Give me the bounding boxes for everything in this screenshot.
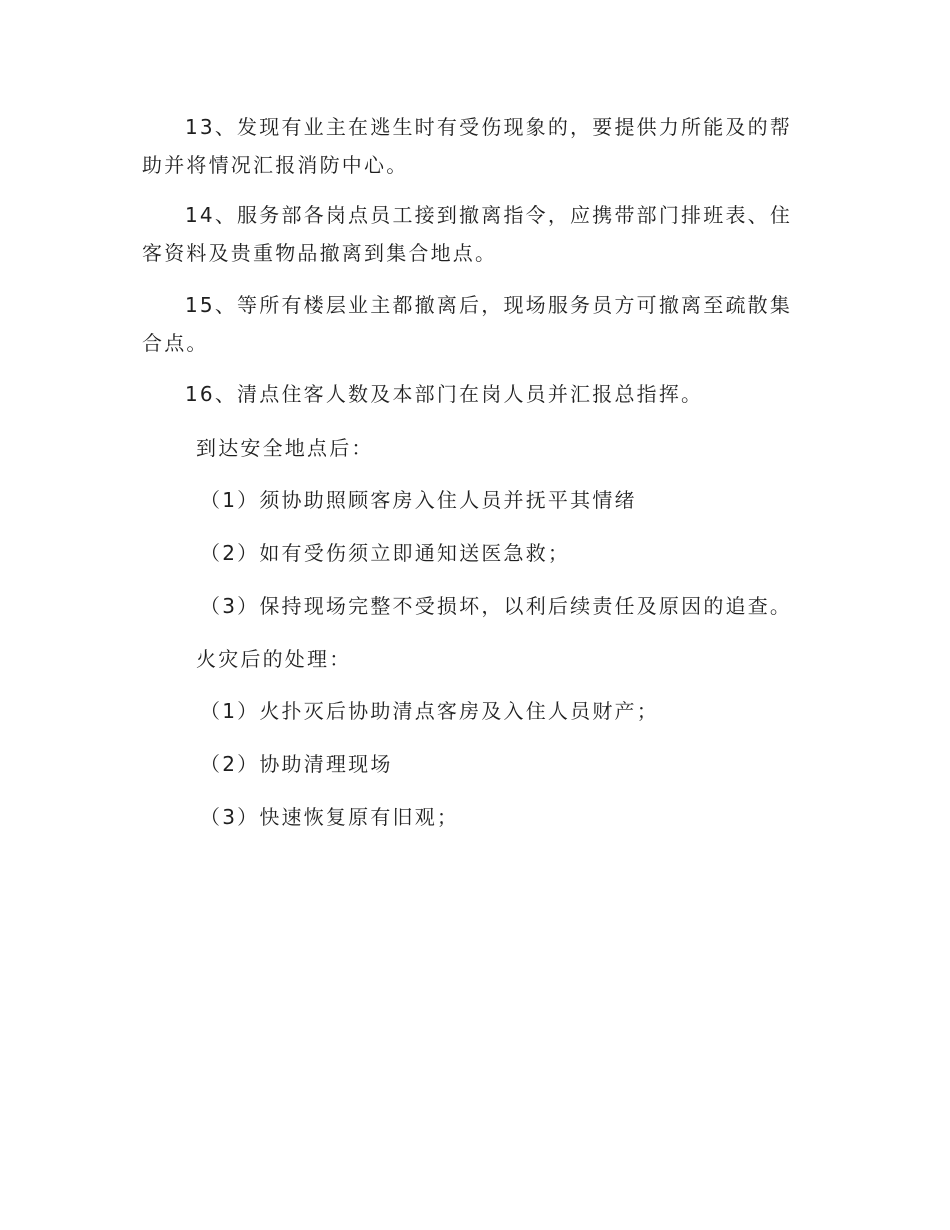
after-arrival-item-2: （2）如有受伤须立即通知送医急救； [200, 541, 571, 565]
after-fire-heading: 火灾后的处理： [196, 647, 352, 671]
paragraph-item-14: 14、服务部各岗点员工接到撤离指令，应携带部门排班表、住客资料及贵重物品撤离到集合地点。 [142, 203, 793, 265]
after-arrival-item-3: （3）保持现场完整不受损坏，以利后续责任及原因的追查。 [200, 594, 793, 618]
after-arrival-heading: 到达安全地点后： [196, 436, 374, 460]
paragraph-item-13: 13、发现有业主在逃生时有受伤现象的，要提供力所能及的帮助并将情况汇报消防中心。 [142, 115, 793, 177]
after-fire-item-3: （3）快速恢复原有旧观； [200, 805, 460, 829]
paragraph-item-15: 15、等所有楼层业主都撤离后，现场服务员方可撤离至疏散集合点。 [142, 293, 793, 355]
after-arrival-item-1: （1）须协助照顾客房入住人员并抚平其情绪 [200, 488, 637, 512]
after-fire-item-1: （1）火扑灭后协助清点客房及入住人员财产； [200, 699, 659, 723]
paragraph-item-16: 16、清点住客人数及本部门在岗人员并汇报总指挥。 [185, 382, 704, 406]
after-fire-item-2: （2）协助清理现场 [200, 752, 393, 776]
